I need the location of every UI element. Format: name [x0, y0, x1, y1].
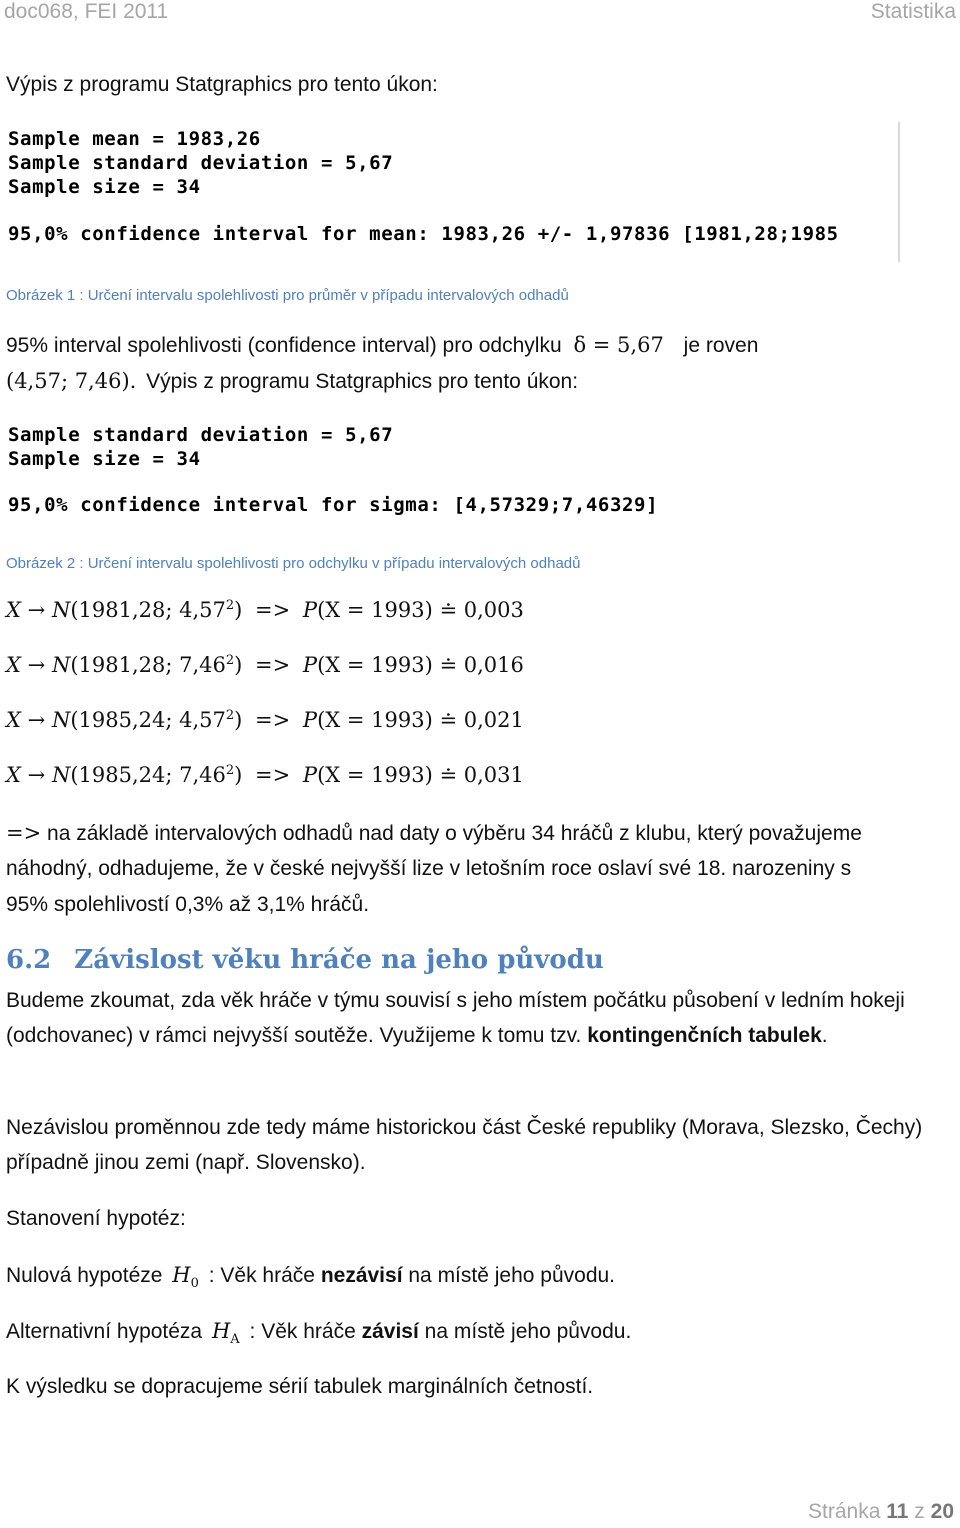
ha-prefix: Alternativní hypotéza — [6, 1320, 203, 1343]
screenshot-border — [898, 122, 900, 262]
formula-var: X — [6, 708, 21, 732]
formula-args: (1981,28; 7,46 — [70, 653, 226, 677]
output1-line3: Sample size = 34 — [8, 176, 201, 198]
formula-prob: P — [302, 598, 318, 622]
conclusion-line1 — [6, 821, 862, 846]
output1-line2: Sample standard deviation = 5,67 — [8, 152, 394, 174]
formula-sup: 2 — [225, 763, 235, 778]
arrow-icon: → — [27, 708, 46, 732]
delta-expression: δ = 5,67 — [573, 333, 664, 357]
arrow-icon: → — [27, 653, 46, 677]
footer-page: 11 — [886, 1500, 909, 1523]
formula-2 — [6, 653, 524, 677]
formula-prob: P — [302, 708, 318, 732]
formula-close: ) — [234, 598, 243, 622]
formula-sup: 2 — [225, 598, 235, 613]
formula-normal: N — [51, 708, 71, 732]
formula-implies: => — [255, 763, 291, 787]
h0-mid: : Věk hráče — [208, 1264, 315, 1287]
footer-prefix: Stránka — [808, 1500, 881, 1523]
statgraphics-output-2 — [0, 420, 700, 520]
formula-normal: N — [51, 598, 71, 622]
conclusion-line3: 95% spolehlivostí 0,3% až 3,1% hráčů. — [6, 893, 370, 916]
formula-result: (X = 1993) ≐ 0,016 — [317, 653, 524, 677]
output1-line4: 95,0% confidence interval for mean: 1983,26 +/- 1,97836 [1981,28;1985 — [8, 223, 839, 245]
ha-symbol: $H_A$ — [211, 1319, 240, 1348]
footer-total: 20 — [930, 1500, 954, 1523]
formula-implies: => — [255, 708, 291, 732]
formula-3 — [6, 708, 524, 732]
formula-result: (X = 1993) ≐ 0,031 — [317, 763, 524, 787]
formula-prob: P — [302, 763, 318, 787]
formula-close: ) — [234, 653, 243, 677]
section-title: Závislost věku hráče na jeho původu — [74, 945, 604, 975]
h0-bold: nezávisí — [320, 1264, 403, 1287]
formula-args: (1981,28; 4,57 — [70, 598, 226, 622]
formula-result: (X = 1993) ≐ 0,003 — [317, 598, 524, 622]
formula-var: X — [6, 653, 21, 677]
output2-line2: Sample size = 34 — [8, 448, 201, 470]
final-sentence: K výsledku se dopracujeme sérií tabulek marginálních četností. — [6, 1375, 594, 1398]
section-number: 6.2 — [6, 945, 52, 975]
output1-line1: Sample mean = 1983,26 — [8, 128, 261, 150]
interval-line2-text: Výpis z programu Statgraphics pro tento úkon: — [146, 370, 579, 393]
section-heading — [6, 945, 604, 975]
formula-sup: 2 — [225, 708, 235, 723]
formula-close: ) — [234, 763, 243, 787]
page-footer — [808, 1500, 954, 1524]
figure-caption-2: Obrázek 2 : Určení intervalu spolehlivosti pro odchylku v případu intervalových odhadů — [6, 555, 581, 572]
paragraph-nezavislou: Nezávislou proměnnou zde tedy máme historickou část České republiky (Morava, Slezsko, Čechy) případně jinou zemi (např. Slovensko). — [6, 1116, 923, 1174]
interval-line1 — [6, 333, 758, 358]
statgraphics-output-1 — [0, 122, 900, 262]
formula-result: (X = 1993) ≐ 0,021 — [317, 708, 524, 732]
formula-normal: N — [51, 653, 71, 677]
ha-mid: : Věk hráče — [249, 1320, 356, 1343]
ha-end: na místě jeho původu. — [424, 1320, 632, 1343]
interval-line1-end: je roven — [683, 334, 759, 357]
interval-bounds: (4,57; 7,46). — [6, 369, 137, 393]
interval-line1-text: 95% interval spolehlivosti (confidence interval) pro odchylku — [6, 334, 562, 357]
formula-sup: 2 — [225, 653, 235, 668]
conclusion-text-1: na základě intervalových odhadů nad daty o výběru 34 hráčů z klubu, který považujeme — [47, 822, 862, 845]
header-right: Statistika — [870, 0, 956, 23]
paragraph-budeme-bold: kontingenčních tabulek — [587, 1024, 822, 1047]
formula-1 — [6, 598, 524, 622]
conclusion-line2: náhodný, odhadujeme, že v české nejvyšší lize v letošním roce oslaví své 18. narozeniny s — [6, 857, 852, 880]
formula-var: X — [6, 763, 21, 787]
intro-text: Výpis z programu Statgraphics pro tento úkon: — [6, 73, 438, 96]
formula-implies: => — [255, 598, 291, 622]
conclusion-implies: => — [6, 821, 42, 845]
arrow-icon: → — [27, 598, 46, 622]
output2-line3: 95,0% confidence interval for sigma: [4,57329;7,46329] — [8, 494, 659, 516]
formula-args: (1985,24; 7,46 — [70, 763, 226, 787]
paragraph-budeme — [6, 983, 936, 1053]
hypotheses-label: Stanovení hypotéz: — [6, 1207, 186, 1230]
null-hypothesis — [6, 1263, 615, 1296]
arrow-icon: → — [27, 763, 46, 787]
formula-4 — [6, 763, 524, 787]
ha-bold: závisí — [361, 1320, 419, 1343]
formula-close: ) — [234, 708, 243, 732]
formula-var: X — [6, 598, 21, 622]
formula-args: (1985,24; 4,57 — [70, 708, 226, 732]
output2-line1: Sample standard deviation = 5,67 — [8, 424, 394, 446]
h0-prefix: Nulová hypotéze — [6, 1264, 163, 1287]
h0-end: na místě jeho původu. — [408, 1264, 616, 1287]
formula-normal: N — [51, 763, 71, 787]
paragraph-budeme-end: . — [821, 1024, 828, 1047]
header-left: doc068, FEI 2011 — [4, 0, 169, 23]
formula-prob: P — [302, 653, 318, 677]
paragraph-budeme-text: Budeme zkoumat, zda věk hráče v týmu souvisí s jeho místem počátku působení v ledním hokeji (odchovanec) v rámci nejvyšší soutěže. Využijeme k tomu tzv. — [6, 989, 905, 1047]
h0-symbol: $H_0$ — [172, 1263, 199, 1292]
figure-caption-1: Obrázek 1 : Určení intervalu spolehlivosti pro průměr v případu intervalových odhadů — [6, 287, 569, 304]
interval-line2 — [6, 369, 578, 394]
formula-implies: => — [255, 653, 291, 677]
footer-mid: z — [914, 1500, 925, 1523]
alternative-hypothesis — [6, 1319, 631, 1352]
